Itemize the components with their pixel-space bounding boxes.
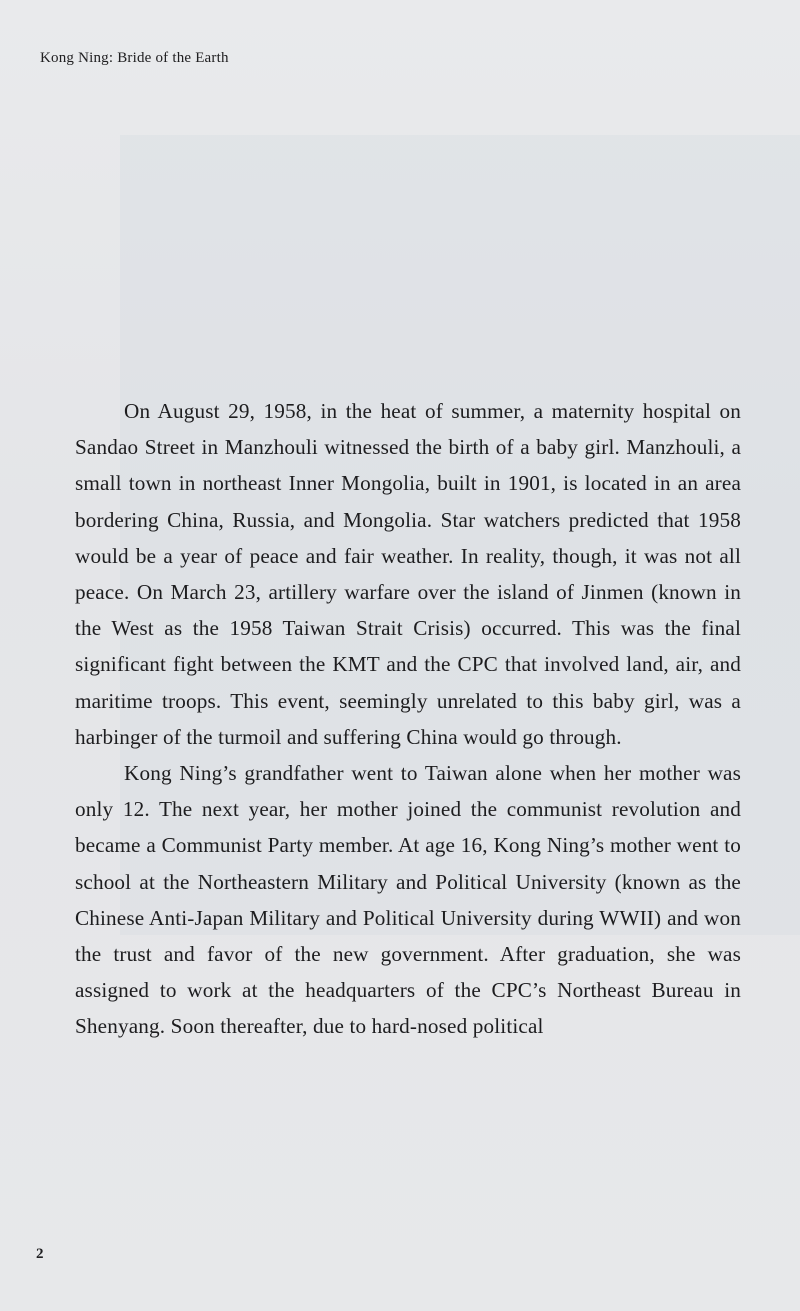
body-text [75, 393, 741, 1045]
paragraph-1: On August 29, 1958, in the heat of summer, a maternity hospital on Sandao Street in Manzhouli witnessed the birth of a baby girl. Manzhouli, a small town in northeast Inner Mongolia, built in 1901, is located in an area bordering China, Russia, and Mongolia. Star watchers predicted that 1958 would be a year of peace and fair weather. In reality, though, it was not all peace. On March 23, artillery warfare over the island of Jinmen (known in the West as the 1958 Taiwan Strait Crisis) occurred. This was the final significant fight between the KMT and the CPC that involved land, air, and maritime troops. This event, seemingly unrelated to this baby girl, was a harbinger of the turmoil and suffering China would go through. [75, 399, 741, 749]
page-number: 2 [36, 1246, 44, 1262]
paragraph-2: Kong Ning’s grandfather went to Taiwan alone when her mother was only 12. The next year, her mother joined the communist revolution and became a Communist Party member. At age 16, Kong Ning’s mother went to school at the Northeastern Military and Political University (known as the Chinese Anti-Japan Military and Political University during WWII) and won the trust and favor of the new government. After graduation, she was assigned to work at the headquarters of the CPC’s Northeast Bureau in Shenyang. Soon thereafter, due to hard-nosed political [75, 761, 741, 1039]
running-header-title: Kong Ning: Bride of the Earth [40, 50, 229, 66]
